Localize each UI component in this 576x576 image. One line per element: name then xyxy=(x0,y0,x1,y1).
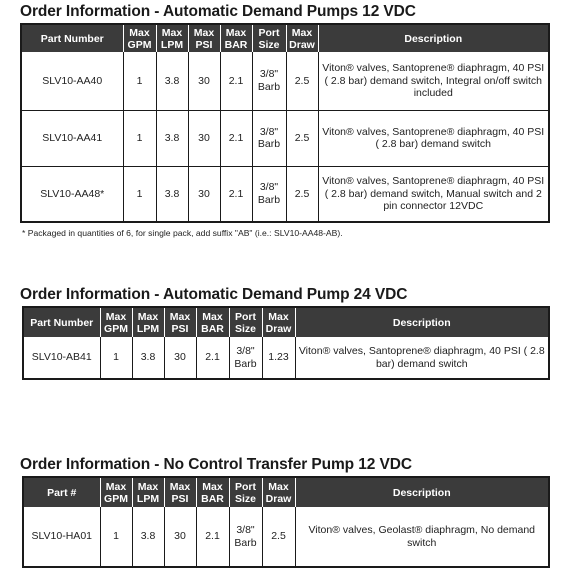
lpm-cell: 3.8 xyxy=(156,110,188,166)
header-max-psi: Max PSI xyxy=(164,307,196,337)
header-max-draw: Max Draw xyxy=(262,307,295,337)
draw-cell: 2.5 xyxy=(286,52,318,110)
header-port-size: Port Size xyxy=(229,307,262,337)
header-max-lpm: Max LPM xyxy=(132,307,164,337)
header-part-number: Part Number xyxy=(21,24,123,52)
port-size-cell: 3/8" Barb xyxy=(229,507,262,567)
port-size-cell: 3/8" Barb xyxy=(252,110,286,166)
description-cell: Viton® valves, Santoprene® diaphragm, 40 PSI ( 2.8 bar) demand switch, Integral on/off switch included xyxy=(318,52,549,110)
order-table-12vdc-demand xyxy=(20,23,550,223)
header-description: Description xyxy=(295,477,549,507)
part-number-cell: SLV10-AA48* xyxy=(21,166,123,222)
bar-cell: 2.1 xyxy=(196,507,229,567)
header-max-bar: Max BAR xyxy=(196,307,229,337)
psi-cell: 30 xyxy=(188,52,220,110)
header-description: Description xyxy=(295,307,549,337)
gpm-cell: 1 xyxy=(100,507,132,567)
bar-cell: 2.1 xyxy=(220,110,252,166)
psi-cell: 30 xyxy=(164,337,196,379)
part-number-cell: SLV10-AA41 xyxy=(21,110,123,166)
header-max-lpm: Max LPM xyxy=(156,24,188,52)
port-size-cell: 3/8" Barb xyxy=(252,166,286,222)
lpm-cell: 3.8 xyxy=(156,166,188,222)
table-row xyxy=(21,166,549,222)
header-max-gpm: Max GPM xyxy=(100,307,132,337)
header-port-size: Port Size xyxy=(229,477,262,507)
table-header-row xyxy=(23,307,549,337)
gpm-cell: 1 xyxy=(100,337,132,379)
part-number-cell: SLV10-HA01 xyxy=(23,507,100,567)
psi-cell: 30 xyxy=(164,507,196,567)
part-number-cell: SLV10-AA40 xyxy=(21,52,123,110)
table-row xyxy=(23,337,549,379)
gpm-cell: 1 xyxy=(123,52,156,110)
header-description: Description xyxy=(318,24,549,52)
gpm-cell: 1 xyxy=(123,166,156,222)
header-max-bar: Max BAR xyxy=(220,24,252,52)
bar-cell: 2.1 xyxy=(220,52,252,110)
bar-cell: 2.1 xyxy=(220,166,252,222)
description-cell: Viton® valves, Geolast® diaphragm, No demand switch xyxy=(308,524,536,549)
draw-cell: 2.5 xyxy=(286,110,318,166)
lpm-cell: 3.8 xyxy=(156,52,188,110)
header-part-hash: Part # xyxy=(23,477,100,507)
order-table-12vdc-transfer xyxy=(22,476,550,568)
table-row xyxy=(21,110,549,166)
footnote: * Packaged in quantities of 6, for single pack, add suffix "AB" (i.e.: SLV10-AA48-AB). xyxy=(22,228,343,238)
section-title-24vdc-demand: Order Information - Automatic Demand Pump 24 VDC xyxy=(20,286,408,303)
port-size-cell: 3/8" Barb xyxy=(229,337,262,379)
table-header-row xyxy=(21,24,549,52)
header-max-draw: Max Draw xyxy=(262,477,295,507)
header-max-psi: Max PSI xyxy=(164,477,196,507)
psi-cell: 30 xyxy=(188,166,220,222)
lpm-cell: 3.8 xyxy=(132,507,164,567)
lpm-cell: 3.8 xyxy=(132,337,164,379)
section-title-12vdc-transfer: Order Information - No Control Transfer Pump 12 VDC xyxy=(20,456,412,473)
psi-cell: 30 xyxy=(188,110,220,166)
header-max-lpm: Max LPM xyxy=(132,477,164,507)
order-table-24vdc-demand xyxy=(22,306,550,380)
bar-cell: 2.1 xyxy=(196,337,229,379)
description-cell: Viton® valves, Santoprene® diaphragm, 40 PSI ( 2.8 bar) demand switch xyxy=(298,345,545,370)
part-number-cell: SLV10-AB41 xyxy=(23,337,100,379)
header-max-gpm: Max GPM xyxy=(100,477,132,507)
header-max-gpm: Max GPM xyxy=(123,24,156,52)
table-row xyxy=(23,507,549,567)
table-row xyxy=(21,52,549,110)
port-size-cell: 3/8" Barb xyxy=(252,52,286,110)
description-cell: Viton® valves, Santoprene® diaphragm, 40 PSI ( 2.8 bar) demand switch xyxy=(318,110,549,166)
header-port-size: Port Size xyxy=(252,24,286,52)
header-max-bar: Max BAR xyxy=(196,477,229,507)
header-max-psi: Max PSI xyxy=(188,24,220,52)
section-title-12vdc-demand: Order Information - Automatic Demand Pumps 12 VDC xyxy=(20,3,416,20)
gpm-cell: 1 xyxy=(123,110,156,166)
header-max-draw: Max Draw xyxy=(286,24,318,52)
table-header-row xyxy=(23,477,549,507)
draw-cell: 1.23 xyxy=(262,337,295,379)
draw-cell: 2.5 xyxy=(286,166,318,222)
description-cell: Viton® valves, Santoprene® diaphragm, 40 PSI ( 2.8 bar) demand switch, Manual switch and 2 pin connector 12VDC xyxy=(322,175,545,212)
draw-cell: 2.5 xyxy=(262,507,295,567)
header-part-number: Part Number xyxy=(23,307,100,337)
